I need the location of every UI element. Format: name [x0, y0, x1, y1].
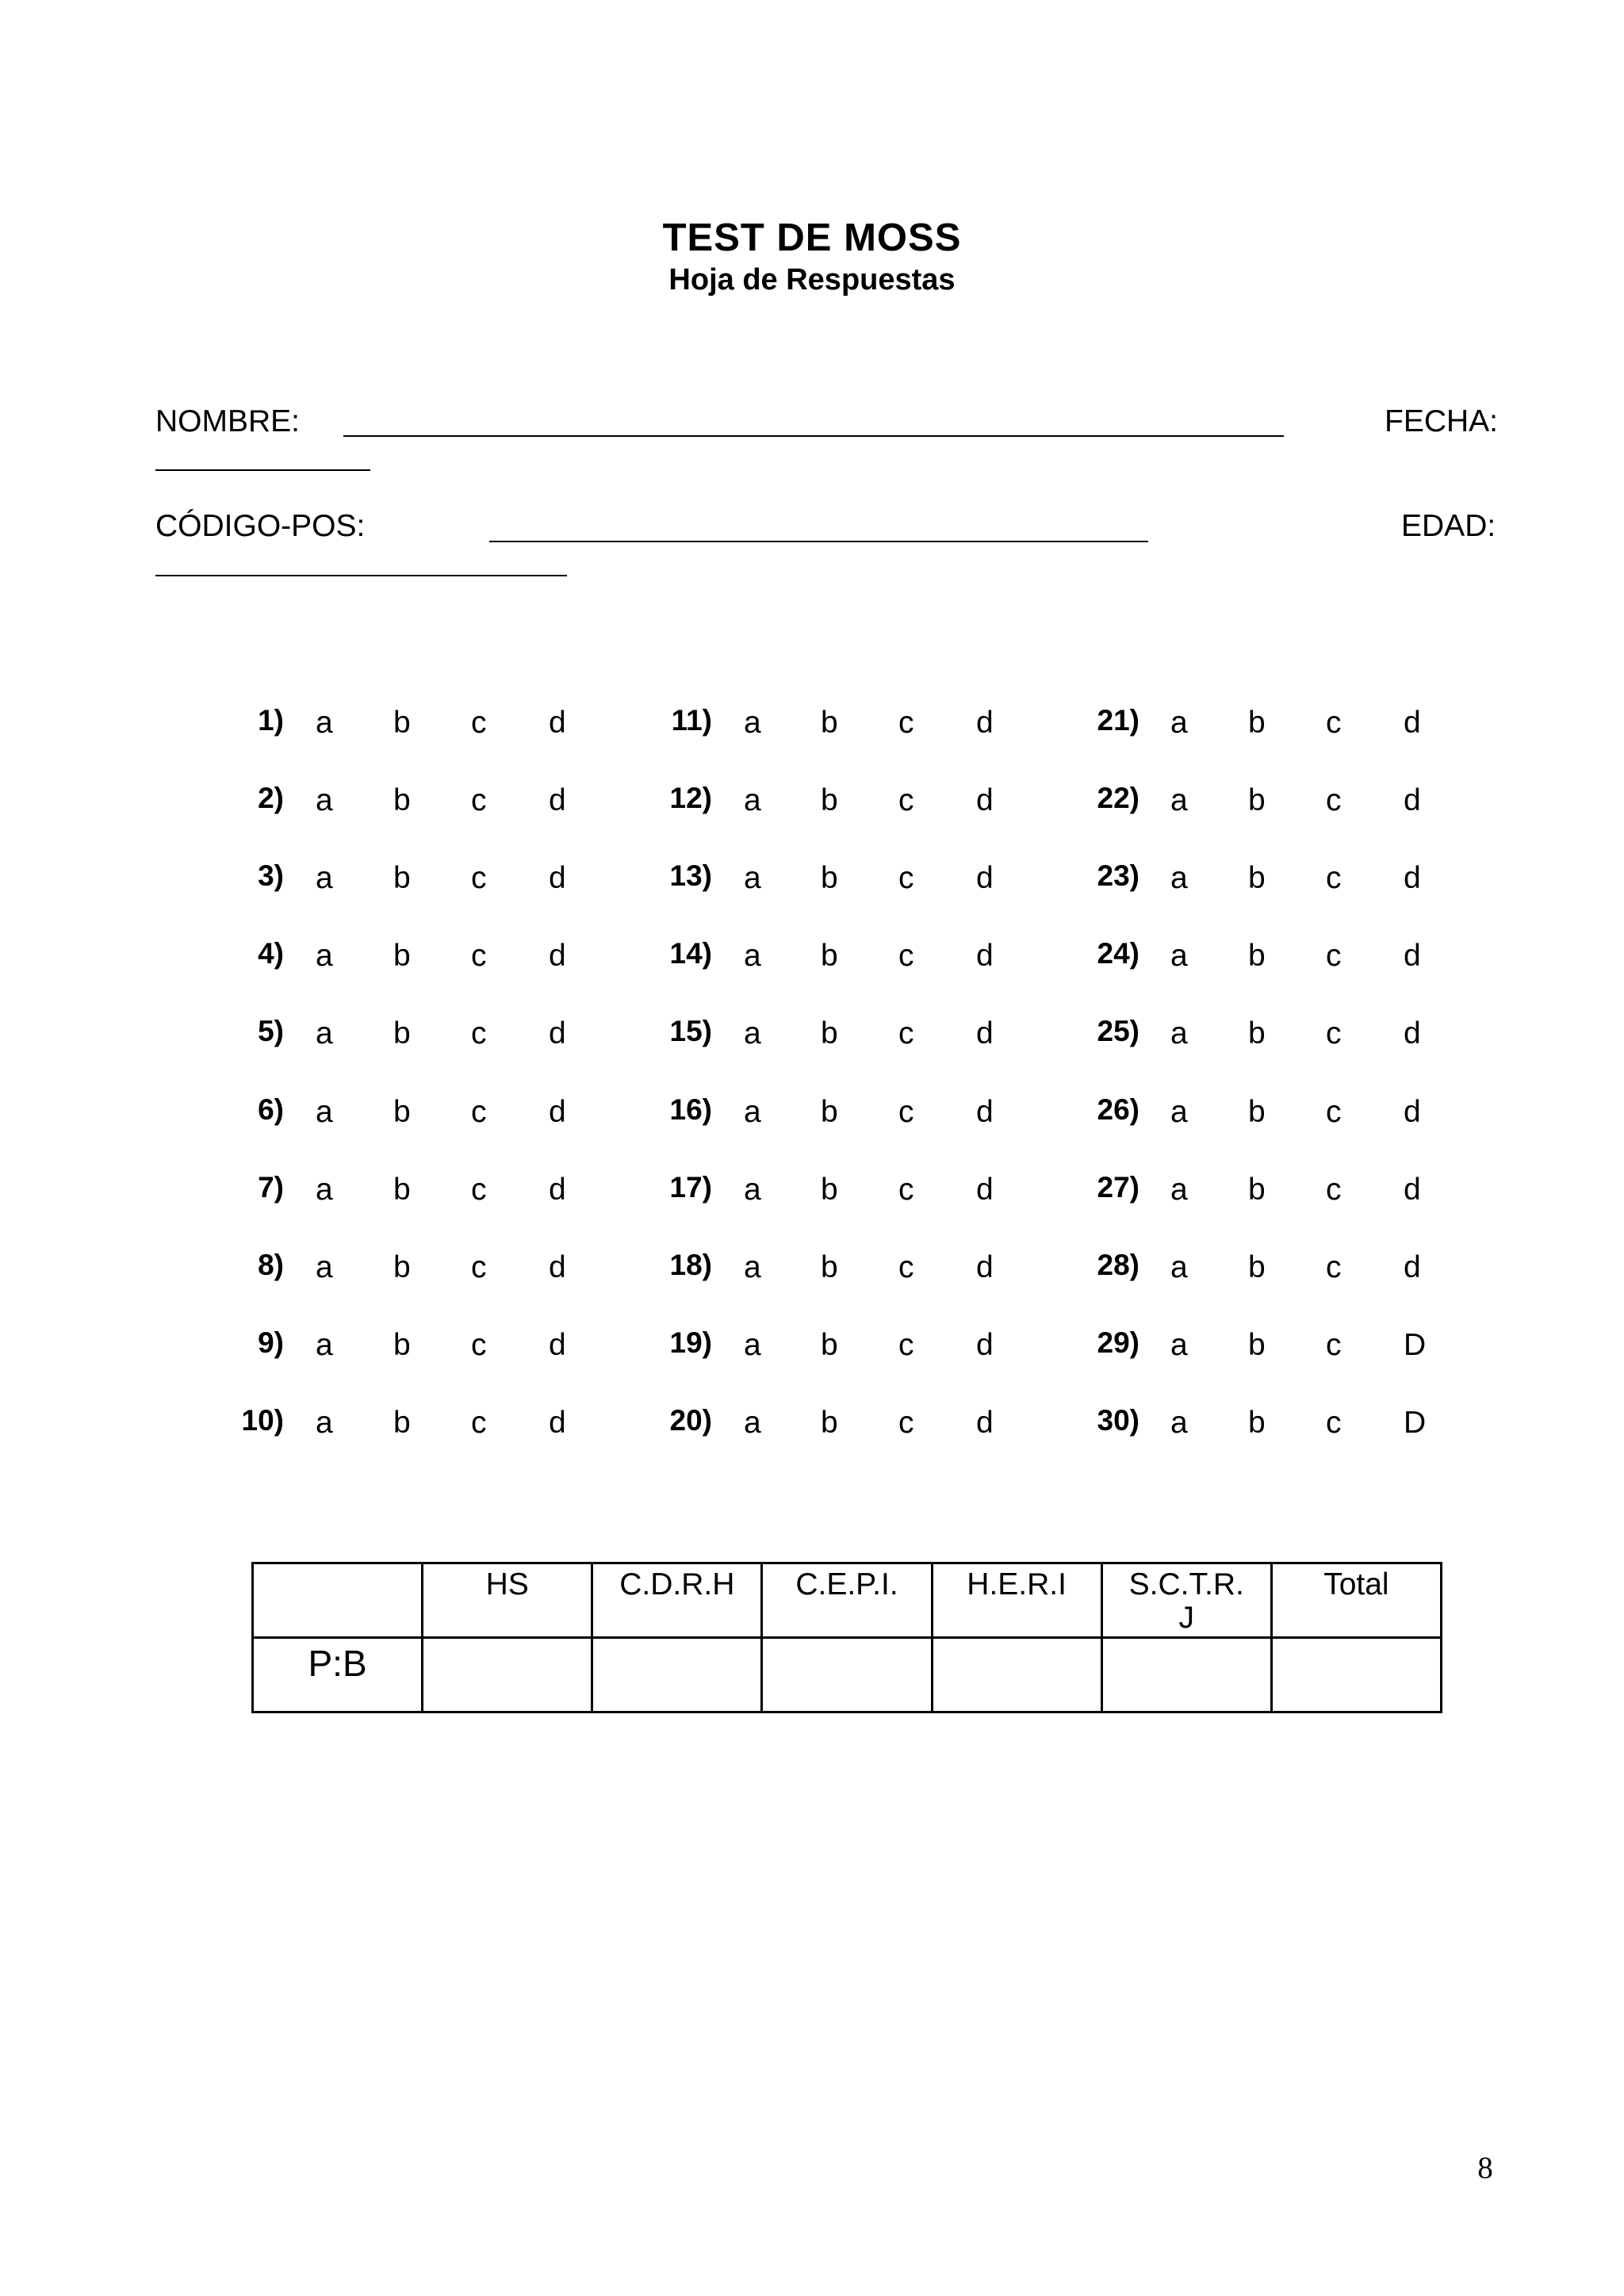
answer-option[interactable]: c [1326, 1250, 1342, 1284]
answer-option[interactable]: b [1248, 939, 1266, 973]
answer-option[interactable]: d [549, 1095, 566, 1129]
answer-option[interactable]: a [744, 1406, 761, 1440]
answer-option[interactable]: b [1248, 861, 1266, 895]
answer-option[interactable]: b [821, 939, 838, 973]
question-number: 20) [669, 1404, 712, 1437]
question-number: 25) [1097, 1015, 1139, 1047]
answer-option[interactable]: a [744, 1250, 761, 1284]
answer-option[interactable]: a [316, 939, 333, 973]
answer-option[interactable]: c [471, 861, 487, 895]
answer-option[interactable]: b [393, 939, 411, 973]
answer-option[interactable]: c [471, 1016, 487, 1050]
answer-option[interactable]: b [393, 861, 411, 895]
answer-option[interactable]: b [821, 1016, 838, 1050]
answer-option[interactable]: b [821, 1328, 838, 1362]
answer-option[interactable]: c [1326, 1173, 1342, 1207]
answer-option[interactable]: d [976, 783, 994, 817]
answer-option[interactable]: a [1170, 783, 1188, 817]
answer-option[interactable]: d [549, 1250, 566, 1284]
answer-option[interactable]: d [549, 1016, 566, 1050]
question-number: 1) [258, 704, 284, 737]
answer-option[interactable]: c [898, 1406, 914, 1440]
answer-option[interactable]: c [1326, 1095, 1342, 1129]
answer-option[interactable]: d [549, 1406, 566, 1440]
score-table-value-row [253, 1638, 1442, 1712]
answer-option[interactable]: a [1170, 1095, 1188, 1129]
answer-option[interactable]: d [1404, 783, 1421, 817]
answer-option[interactable]: d [976, 1250, 994, 1284]
answer-option[interactable]: c [471, 1173, 487, 1207]
answer-option[interactable]: a [1170, 1250, 1188, 1284]
answer-option[interactable]: a [744, 939, 761, 973]
answer-option[interactable]: b [1248, 1406, 1266, 1440]
answer-option[interactable]: c [898, 1328, 914, 1362]
answer-option[interactable]: a [1170, 1173, 1188, 1207]
score-header-cell: H.E.R.I [932, 1563, 1101, 1638]
answer-option[interactable]: d [1404, 861, 1421, 895]
score-header-cell: Total [1271, 1563, 1441, 1638]
answer-option[interactable]: a [316, 783, 333, 817]
score-value-cell[interactable] [762, 1638, 932, 1712]
answer-option[interactable]: b [821, 1406, 838, 1440]
answer-option[interactable]: c [1326, 939, 1342, 973]
answer-option[interactable]: d [1404, 1250, 1421, 1284]
score-value-cell[interactable] [932, 1638, 1101, 1712]
question-number: 17) [669, 1171, 712, 1203]
answer-option[interactable]: c [471, 1328, 487, 1362]
document-subtitle: Hoja de Respuestas [668, 263, 956, 297]
answer-option[interactable]: d [1404, 1095, 1421, 1129]
answer-option[interactable]: a [316, 706, 333, 740]
answer-option[interactable]: b [1248, 1328, 1266, 1362]
answer-option[interactable]: d [1404, 1173, 1421, 1207]
question-number: 7) [258, 1171, 284, 1203]
fecha-field[interactable] [155, 469, 370, 471]
answer-option[interactable]: d [1404, 1016, 1421, 1050]
score-header-cell: S.C.T.R. J [1101, 1563, 1271, 1638]
answer-option[interactable]: b [1248, 1250, 1266, 1284]
score-value-cell[interactable] [423, 1638, 592, 1712]
answer-option[interactable]: b [393, 1250, 411, 1284]
question-number: 30) [1097, 1404, 1139, 1437]
answer-option[interactable]: d [976, 706, 994, 740]
question-number: 22) [1097, 782, 1139, 814]
answer-option[interactable]: a [316, 1095, 333, 1129]
answer-option[interactable]: b [393, 783, 411, 817]
answer-option[interactable]: b [821, 1173, 838, 1207]
question-number: 2) [258, 782, 284, 814]
answer-option[interactable]: c [471, 939, 487, 973]
question-number: 9) [258, 1326, 284, 1359]
score-header-cell: C.E.P.I. [762, 1563, 932, 1638]
nombre-field[interactable] [343, 435, 1284, 437]
answer-option[interactable]: a [316, 1173, 333, 1207]
answer-option[interactable]: c [1326, 1016, 1342, 1050]
question-number: 3) [258, 859, 284, 892]
answer-option[interactable]: a [1170, 861, 1188, 895]
answer-option[interactable]: d [549, 939, 566, 973]
answer-option[interactable]: c [471, 1250, 487, 1284]
answer-option[interactable]: b [1248, 1095, 1266, 1129]
nombre-label: NOMBRE: [155, 404, 301, 438]
score-header-cell: C.D.R.H [592, 1563, 762, 1638]
answer-option[interactable]: b [393, 1173, 411, 1207]
answer-option[interactable]: d [549, 706, 566, 740]
answer-option[interactable]: c [898, 1173, 914, 1207]
question-number: 6) [258, 1093, 284, 1126]
answer-option[interactable]: c [471, 1095, 487, 1129]
answer-option[interactable]: b [393, 1095, 411, 1129]
answer-option[interactable]: b [1248, 783, 1266, 817]
answer-option[interactable]: c [1326, 1328, 1342, 1362]
answer-option[interactable]: b [821, 861, 838, 895]
question-number: 14) [669, 937, 712, 970]
score-header-cell [253, 1563, 423, 1638]
answer-option[interactable]: c [1326, 1406, 1342, 1440]
question-number: 11) [671, 704, 712, 737]
answer-option[interactable]: c [898, 1016, 914, 1050]
question-number: 19) [669, 1326, 712, 1359]
answer-option[interactable]: d [976, 1016, 994, 1050]
answer-option[interactable]: a [744, 706, 761, 740]
answer-option[interactable]: b [821, 1250, 838, 1284]
answer-option[interactable]: d [549, 861, 566, 895]
answer-option[interactable]: a [744, 861, 761, 895]
score-value-cell[interactable] [1101, 1638, 1271, 1712]
question-number: 18) [669, 1249, 712, 1281]
answer-option[interactable]: b [1248, 706, 1266, 740]
codigo-pos-label: CÓDIGO-POS: [155, 509, 366, 543]
answer-option[interactable]: a [1170, 939, 1188, 973]
answer-option[interactable]: b [821, 706, 838, 740]
score-table [251, 1562, 1442, 1713]
answer-option[interactable]: d [976, 1095, 994, 1129]
score-value-cell[interactable] [592, 1638, 762, 1712]
question-number: 28) [1097, 1249, 1139, 1281]
answer-option[interactable]: c [898, 1095, 914, 1129]
question-number: 23) [1097, 859, 1139, 892]
answer-option[interactable]: D [1404, 1328, 1427, 1362]
answer-option[interactable]: c [471, 783, 487, 817]
answer-option[interactable]: b [821, 1095, 838, 1129]
answer-option[interactable]: a [744, 1328, 761, 1362]
answer-option[interactable]: b [1248, 1016, 1266, 1050]
question-number: 13) [669, 859, 712, 892]
score-row-label: P:B [253, 1638, 423, 1712]
answer-option[interactable]: b [1248, 1173, 1266, 1207]
answer-option[interactable]: d [976, 939, 994, 973]
answer-option[interactable]: a [744, 783, 761, 817]
answer-option[interactable]: d [549, 783, 566, 817]
answer-option[interactable]: a [316, 1250, 333, 1284]
score-table-header-row [253, 1563, 1442, 1638]
answer-option[interactable]: c [898, 861, 914, 895]
edad-field[interactable] [155, 575, 567, 576]
score-value-cell[interactable] [1271, 1638, 1441, 1712]
answer-option[interactable]: d [1404, 706, 1421, 740]
answer-option[interactable]: c [1326, 706, 1342, 740]
answer-option[interactable]: c [898, 939, 914, 973]
answer-option[interactable]: d [549, 1173, 566, 1207]
answer-option[interactable]: a [1170, 1328, 1188, 1362]
answer-option[interactable]: b [393, 1016, 411, 1050]
answer-option[interactable]: c [471, 706, 487, 740]
answer-option[interactable]: c [471, 1406, 487, 1440]
question-number: 21) [1097, 704, 1139, 737]
question-number: 8) [258, 1249, 284, 1281]
question-number: 26) [1097, 1093, 1139, 1126]
question-number: 4) [258, 937, 284, 970]
answer-option[interactable]: c [898, 1250, 914, 1284]
answer-option[interactable]: b [393, 706, 411, 740]
answer-option[interactable]: a [316, 1328, 333, 1362]
answer-option[interactable]: a [1170, 1016, 1188, 1050]
answer-option[interactable]: a [744, 1016, 761, 1050]
question-number: 12) [669, 782, 712, 814]
question-number: 5) [258, 1015, 284, 1047]
answer-option[interactable]: d [976, 861, 994, 895]
question-number: 24) [1097, 937, 1139, 970]
answer-option[interactable]: a [744, 1173, 761, 1207]
answer-option[interactable]: c [898, 706, 914, 740]
question-number: 16) [669, 1093, 712, 1126]
document-title: TEST DE MOSS [662, 216, 962, 259]
answer-option[interactable]: d [976, 1328, 994, 1362]
answer-option[interactable]: d [1404, 939, 1421, 973]
answer-option[interactable]: a [316, 1406, 333, 1440]
answer-option[interactable]: d [976, 1406, 994, 1440]
answer-option[interactable]: c [1326, 861, 1342, 895]
question-number: 27) [1097, 1171, 1139, 1203]
answer-option[interactable]: a [744, 1095, 761, 1129]
answer-option[interactable]: b [393, 1328, 411, 1362]
answer-option[interactable]: D [1404, 1406, 1427, 1440]
fecha-label: FECHA: [1385, 404, 1499, 438]
answer-option[interactable]: a [316, 1016, 333, 1050]
answer-option[interactable]: a [1170, 1406, 1188, 1440]
answer-option[interactable]: c [898, 783, 914, 817]
answer-option[interactable]: d [976, 1173, 994, 1207]
answer-option[interactable]: b [821, 783, 838, 817]
page-number: 8 [1477, 2151, 1493, 2185]
answer-option[interactable]: b [393, 1406, 411, 1440]
codigo-pos-field[interactable] [489, 541, 1148, 542]
question-number: 29) [1097, 1326, 1139, 1359]
score-header-cell: HS [423, 1563, 592, 1638]
answer-option[interactable]: d [549, 1328, 566, 1362]
edad-label: EDAD: [1401, 509, 1496, 543]
answer-option[interactable]: a [1170, 706, 1188, 740]
question-number: 10) [241, 1404, 284, 1437]
answer-option[interactable]: c [1326, 783, 1342, 817]
answer-option[interactable]: a [316, 861, 333, 895]
question-number: 15) [669, 1015, 712, 1047]
